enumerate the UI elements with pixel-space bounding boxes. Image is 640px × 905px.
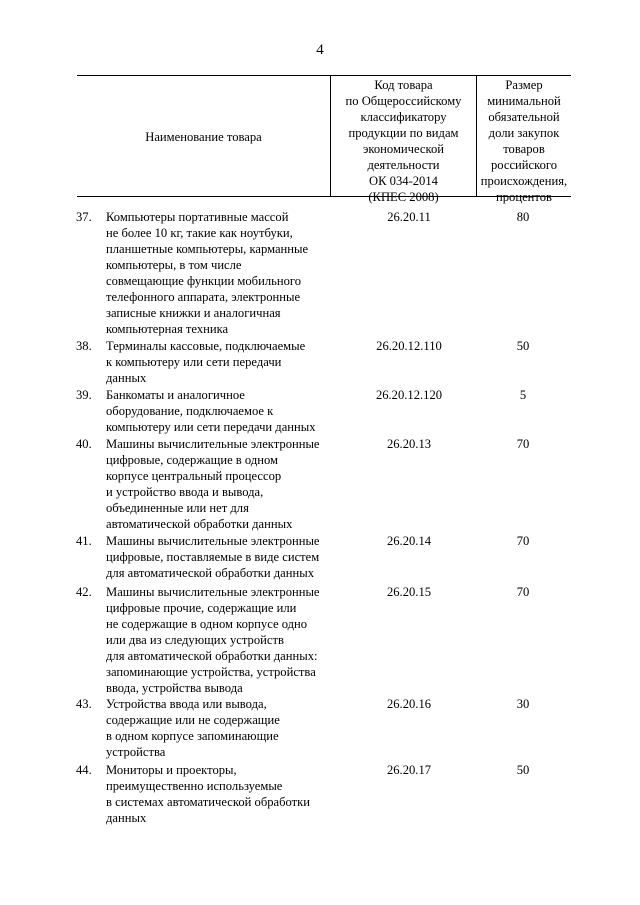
product-name-line: Терминалы кассовые, подключаемые [106, 339, 306, 353]
product-name-line: или два из следующих устройств [106, 633, 284, 647]
product-name-line: оборудование, подключаемое к [106, 404, 274, 418]
product-code: 26.20.11 [387, 210, 431, 224]
product-name-line: в одном корпусе запоминающие [106, 729, 279, 743]
share-percent: 70 [516, 585, 530, 599]
share-percent: 50 [516, 763, 530, 777]
product-name [106, 209, 346, 337]
header-share-line: товаров [503, 142, 545, 156]
product-name-line: совмещающие функции мобильного [106, 274, 302, 288]
row-number: 37. [76, 210, 92, 224]
product-name-line: преимущественно используемые [106, 779, 283, 793]
row-number: 40. [76, 437, 92, 451]
product-name-line: данных [106, 811, 147, 825]
header-share-line: российского [490, 158, 558, 172]
product-name-line: запоминающие устройства, устройства [106, 665, 316, 679]
row-number: 44. [76, 763, 92, 777]
share-percent: 5 [519, 388, 527, 402]
row-number: 43. [76, 697, 92, 711]
product-name-line: цифровые, поставляемые в виде систем [106, 550, 320, 564]
product-name-line: Машины вычислительные электронные [106, 437, 320, 451]
row-number: 38. [76, 339, 92, 353]
header-code-line: Код товара [374, 78, 433, 92]
product-name-line: телефонного аппарата, электронные [106, 290, 301, 304]
product-name-line: корпусе центральный процессор [106, 469, 282, 483]
header-share-line: обязательной [488, 110, 560, 124]
product-name [106, 762, 346, 826]
product-name-line: не более 10 кг, такие как ноутбуки, [106, 226, 293, 240]
product-name-line: Машины вычислительные электронные [106, 585, 320, 599]
product-name-line: компьютеры, в том числе [106, 258, 242, 272]
product-name-line: ввода, устройства вывода [106, 681, 243, 695]
product-name-line: компьютерная техника [106, 322, 229, 336]
product-name [106, 387, 346, 435]
product-name-line: компьютеру или сети передачи данных [106, 420, 316, 434]
product-code: 26.20.14 [386, 534, 432, 548]
product-name-line: Мониторы и проекторы, [106, 763, 237, 777]
product-name-line: и устройство ввода и вывода, [106, 485, 264, 499]
share-percent: 70 [516, 437, 530, 451]
product-name [106, 533, 346, 581]
product-code: 26.20.12.110 [376, 339, 442, 353]
product-name-line: для автоматической обработки данных: [106, 649, 318, 663]
header-share-line: происхождения, [480, 174, 568, 188]
header-share-line: минимальной [487, 94, 561, 108]
product-name-line: для автоматической обработки данных [106, 566, 315, 580]
product-name-line: цифровые, содержащие в одном [106, 453, 279, 467]
header-code-line: (КПЕС 2008) [368, 190, 439, 204]
product-name-line: Устройства ввода или вывода, [106, 697, 267, 711]
product-name-line: к компьютеру или сети передачи [106, 355, 282, 369]
header-code-line: экономической [362, 142, 445, 156]
product-name-line: объединенные или нет для [106, 501, 249, 515]
row-number: 39. [76, 388, 92, 402]
row-number: 42. [76, 585, 92, 599]
header-share-line: доли закупок [488, 126, 560, 140]
header-code-line: ОК 034-2014 [369, 174, 438, 188]
product-name-line: автоматической обработки данных [106, 517, 293, 531]
share-percent: 70 [516, 534, 530, 548]
product-name-line: планшетные компьютеры, карманные [106, 242, 309, 256]
share-percent: 80 [516, 210, 530, 224]
header-code-line: продукции по видам [348, 126, 459, 140]
product-name-line: Машины вычислительные электронные [106, 534, 320, 548]
product-name-line: цифровые прочие, содержащие или [106, 601, 297, 615]
product-name [106, 338, 346, 386]
product-name-line: содержащие или не содержащие [106, 713, 280, 727]
header-code-line: по Общероссийскому [345, 94, 462, 108]
product-code: 26.20.16 [386, 697, 432, 711]
product-name-line: не содержащие в одном корпусе одно [106, 617, 308, 631]
header-share-line: Размер [505, 78, 543, 92]
header-code-line: классификатору [360, 110, 447, 124]
product-name-line: записные книжки и аналогичная [106, 306, 281, 320]
product-name [106, 696, 346, 760]
product-name [106, 584, 346, 696]
product-code: 26.20.15 [386, 585, 432, 599]
header-code-line: деятельности [367, 158, 440, 172]
header-name: Наименование товара [145, 130, 262, 144]
row-number: 41. [76, 534, 92, 548]
product-code: 26.20.17 [386, 763, 432, 777]
header-code [331, 77, 476, 205]
product-name-line: Банкоматы и аналогичное [106, 388, 245, 402]
product-name [106, 436, 346, 532]
share-percent: 30 [516, 697, 530, 711]
header-share [477, 77, 571, 205]
product-name-line: Компьютеры портативные массой [106, 210, 289, 224]
product-name-line: в системах автоматической обработки [106, 795, 311, 809]
product-name-line: устройства [106, 745, 166, 759]
product-name-line: данных [106, 371, 147, 385]
table-top-rule [77, 75, 571, 76]
page-number: 4 [316, 42, 324, 58]
header-share-line: процентов [496, 190, 552, 204]
product-code: 26.20.13 [386, 437, 432, 451]
share-percent: 50 [516, 339, 530, 353]
product-code: 26.20.12.120 [375, 388, 443, 402]
